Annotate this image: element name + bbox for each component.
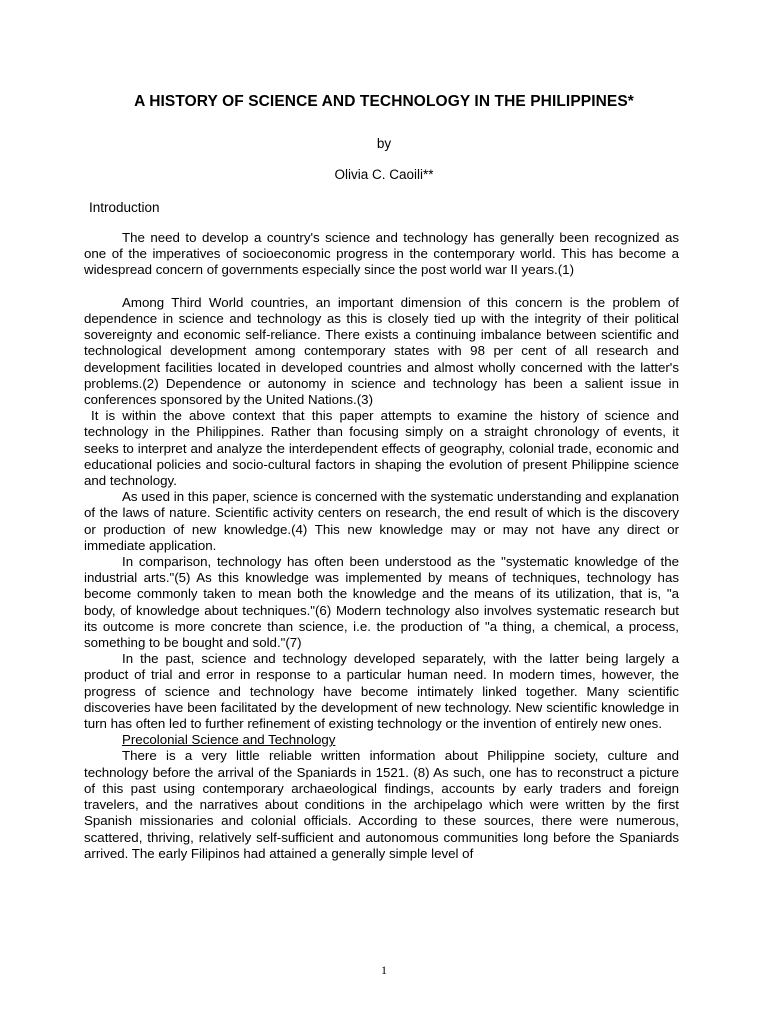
- paragraph-7: There is a very little reliable written information about Philippine society, culture and technology before the arrival of the Spaniards in 1521. (8) As such, one has to reconstruct a picture of this past using contemporary archaeological findings, accounts by early traders and foreign travelers, and the narratives about conditions in the archipelago which were written by the first Spanish missionaries and colonial officials. According to these sources, there were numerous, scattered, thriving, relatively self-sufficient and autonomous communities long before the Spaniards arrived. The early Filipinos had attained a generally simple level of: [84, 748, 679, 861]
- paragraph-3: It is within the above context that this paper attempts to examine the history of science and technology in the Philippines. Rather than focusing simply on a straight chronology of events, it seeks to interpret and analyze the interdependent effects of geography, colonial trade, economic and educational policies and socio-cultural factors in shaping the evolution of present Philippine science and technology.: [84, 408, 679, 489]
- paragraph-1: The need to develop a country's science and technology has generally been recognized as one of the imperatives of socioeconomic progress in the contemporary world. This has become a widespread concern of governments especially since the post world war II years.(1): [84, 230, 679, 278]
- paragraph-4: As used in this paper, science is concerned with the systematic understanding and explanation of the laws of nature. Scientific activity centers on research, the end result of which is the discovery or production of new knowledge.(4) This new knowledge may or may not have any direct or immediate application.: [84, 489, 679, 553]
- body-text: [84, 230, 679, 862]
- section-heading-introduction: Introduction: [89, 200, 160, 215]
- byline-by: by: [376, 136, 392, 151]
- section-heading-precolonial: Precolonial Science and Technology: [122, 732, 336, 748]
- paper-title: A HISTORY OF SCIENCE AND TECHNOLOGY IN THE PHILIPPINES*: [134, 93, 634, 110]
- paragraph-2: Among Third World countries, an important dimension of this concern is the problem of dependence in science and technology as this is closely tied up with the integrity of their political sovereignty and economic self-reliance. There exists a continuing imbalance between scientific and technological development among contemporary states with 98 per cent of all research and development facilities located in developed countries and almost wholly concerned with the latter's problems.(2) Dependence or autonomy in science and technology has been a salient issue in conferences sponsored by the United Nations.(3): [84, 294, 679, 408]
- page-number: 1: [381, 963, 387, 977]
- paragraph-5: In comparison, technology has often been understood as the "systematic knowledge of the industrial arts."(5) As this knowledge was implemented by means of techniques, technology has become commonly taken to mean both the knowledge and the means of its utilization, that is, "a body, of knowledge about techniques."(6) Modern technology also involves systematic research but its outcome is more concrete than science, i.e. the production of "a thing, a chemical, a process, something to be bought and sold."(7): [84, 554, 679, 651]
- paragraph-6: In the past, science and technology developed separately, with the latter being largely a product of trial and error in response to a particular human need. In modern times, however, the progress of science and technology have become intimately linked together. Many scientific discoveries have been facilitated by the development of new technology. New scientific knowledge in turn has often led to further refinement of existing technology or the invention of entirely new ones.: [84, 651, 679, 732]
- author-name: Olivia C. Caoili**: [334, 167, 434, 182]
